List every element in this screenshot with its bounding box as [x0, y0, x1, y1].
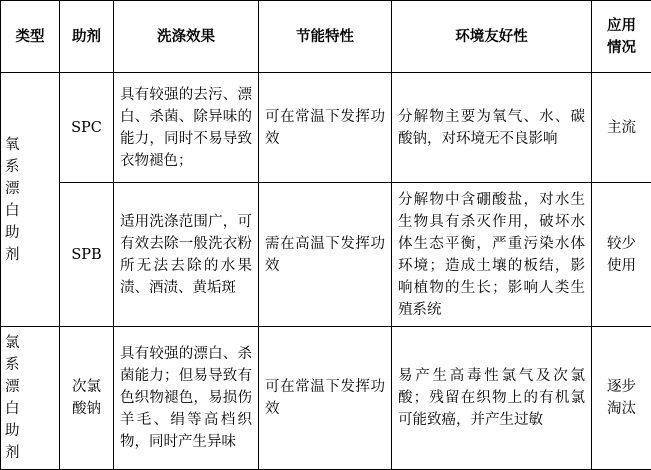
table-row: [1, 327, 651, 470]
effect-cell: 具有较强的漂白、杀菌能力；但易导致有色织物褪色，易损伤羊毛、绢等高档织物，同时产生异味: [114, 327, 259, 470]
header-type: 类型: [1, 1, 60, 73]
category-cell: 氯系漂白助剂: [1, 327, 60, 470]
energy-cell: 需在高温下发挥功效: [259, 183, 392, 327]
header-usage: 应用情况: [592, 1, 651, 73]
effect-cell: 具有较强的去污、漂白、杀菌、除异味的能力，同时不易导致衣物褪色；: [114, 73, 259, 183]
header-effect: 洗涤效果: [114, 1, 259, 73]
usage-cell: 逐步淘汰: [592, 327, 651, 470]
table-row: [1, 73, 651, 183]
energy-cell: 可在常温下发挥功效: [259, 327, 392, 470]
environment-cell: 分解物主要为氧气、水、碳酸钠，对环境无不良影响: [392, 73, 592, 183]
agent-cell: SPB: [60, 183, 114, 327]
usage-cell: 主流: [592, 73, 651, 183]
agent-cell: SPC: [60, 73, 114, 183]
category-cell: 氧系漂白助剂: [1, 73, 60, 327]
table-row: [1, 183, 651, 327]
header-agent: 助剂: [60, 1, 114, 73]
header-environment: 环境友好性: [392, 1, 592, 73]
effect-cell: 适用洗涤范围广，可有效去除一般洗衣粉所无法去除的水果渍、酒渍、黄垢斑: [114, 183, 259, 327]
environment-cell: 分解物中含硼酸盐，对水生生物具有杀灭作用，破坏水体生态平衡，严重污染水体环境；造成土壤的板结，影响植物的生长；影响人类生殖系统: [392, 183, 592, 327]
header-energy: 节能特性: [259, 1, 392, 73]
environment-cell: 易产生高毒性氯气及次氯酸；残留在织物上的有机氯可能致癌，并产生过敏: [392, 327, 592, 470]
agent-cell: 次氯酸钠: [60, 327, 114, 470]
energy-cell: 可在常温下发挥功效: [259, 73, 392, 183]
header-row: [1, 1, 651, 73]
usage-cell: 较少使用: [592, 183, 651, 327]
